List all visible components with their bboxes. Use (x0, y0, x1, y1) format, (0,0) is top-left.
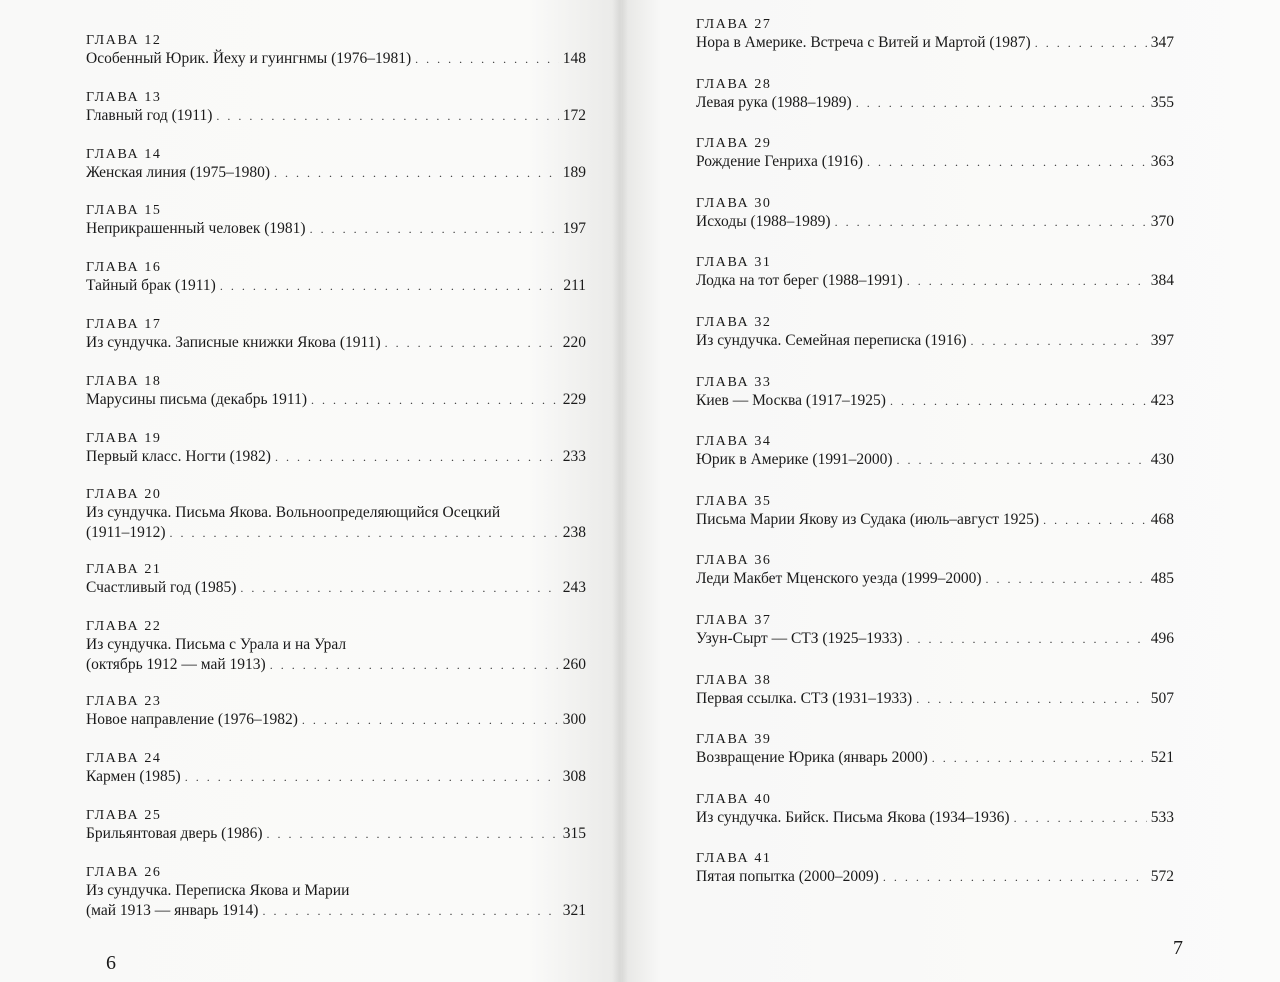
page-folio-left: 6 (106, 952, 116, 974)
page-number: 496 (1150, 629, 1174, 647)
page-number: 308 (562, 767, 586, 785)
chapter-title: Кармен (1985) (86, 767, 181, 785)
chapter-label: ГЛАВА 21 (86, 562, 162, 578)
chapter-title-continued: (май 1913 — январь 1914) (86, 901, 259, 919)
leader-dots (971, 331, 1147, 351)
page-number: 243 (562, 579, 586, 597)
chapter-title: Нора в Америке. Встреча с Витей и Мартой (1987) (696, 34, 1031, 51)
page-folio-right: 7 (1173, 937, 1183, 959)
chapter-title: Лодка на тот берег (1988–1991) (696, 272, 903, 290)
chapter-label: ГЛАВА 19 (86, 430, 162, 446)
leader-dots (311, 390, 559, 410)
leader-dots (267, 824, 559, 844)
chapter-title: Счастливый год (1985) (86, 579, 237, 597)
leader-dots (890, 391, 1147, 411)
page-number: 430 (1150, 451, 1174, 469)
chapter-title: Первый класс. Ногти (1982) (86, 447, 271, 465)
page-number: 347 (1150, 34, 1174, 51)
leader-dots (835, 212, 1147, 232)
leader-dots (310, 219, 559, 239)
chapter-label: ГЛАВА 30 (696, 195, 772, 211)
toc-entry (696, 612, 1174, 672)
chapter-label: ГЛАВА 14 (86, 146, 162, 162)
chapter-label: ГЛАВА 41 (696, 851, 772, 867)
toc-entry (696, 433, 1174, 493)
chapter-title: Возвращение Юрика (январь 2000) (696, 749, 928, 767)
chapter-label: ГЛАВА 23 (86, 694, 162, 710)
chapter-label: ГЛАВА 27 (696, 17, 772, 32)
leader-dots (275, 447, 559, 467)
chapter-label: ГЛАВА 13 (86, 89, 162, 105)
page-number: 197 (562, 220, 586, 238)
chapter-label: ГЛАВА 24 (86, 750, 162, 766)
leader-dots (883, 867, 1147, 887)
leader-dots (240, 578, 558, 598)
chapter-title-continued: (октябрь 1912 — май 1913) (86, 656, 266, 674)
leader-dots (856, 93, 1147, 113)
chapter-title: Пятая попытка (2000–2009) (696, 868, 879, 886)
page-number: 189 (562, 163, 586, 181)
toc-entry (86, 486, 586, 561)
leader-dots (185, 767, 559, 787)
leader-dots (986, 569, 1147, 589)
page-number: 321 (562, 901, 586, 919)
chapter-label: ГЛАВА 31 (696, 255, 772, 271)
chapter-label: ГЛАВА 29 (696, 136, 772, 152)
toc-entry (696, 16, 1174, 76)
leader-dots (220, 276, 560, 296)
page-number: 485 (1150, 570, 1174, 588)
chapter-label: ГЛАВА 16 (86, 260, 162, 276)
chapter-label: ГЛАВА 18 (86, 373, 162, 389)
chapter-title: Левая рука (1988–1989) (696, 93, 852, 111)
chapter-label: ГЛАВА 33 (696, 374, 772, 390)
toc-entry (696, 314, 1174, 374)
chapter-title: Из сундучка. Письма Якова. Вольноопределяющийся Осецкий (86, 504, 501, 522)
page-number: 229 (562, 390, 586, 408)
chapter-title: Из сундучка. Семейная переписка (1916) (696, 331, 967, 349)
page-number: 572 (1150, 868, 1174, 886)
toc-entry (86, 373, 586, 430)
page-number: 220 (562, 333, 586, 351)
toc-entry (86, 89, 586, 146)
page-number: 315 (562, 824, 586, 842)
page-number: 370 (1150, 212, 1174, 230)
leader-dots (932, 748, 1147, 768)
chapter-title: Из сундучка. Бийск. Письма Якова (1934–1936) (696, 808, 1010, 826)
leader-dots (896, 450, 1146, 470)
chapter-title: Первая ссылка. СТЗ (1931–1933) (696, 689, 913, 707)
chapter-title: Из сундучка. Переписка Якова и Марии (86, 881, 350, 899)
page-number: 363 (1150, 153, 1174, 171)
toc-entry (696, 195, 1174, 255)
chapter-label: ГЛАВА 38 (696, 672, 772, 688)
chapter-title: Леди Макбет Мценского уезда (1999–2000) (696, 570, 982, 588)
leader-dots (415, 49, 559, 69)
page-number: 384 (1150, 272, 1174, 290)
chapter-label: ГЛАВА 20 (86, 487, 162, 503)
chapter-title: Рождение Генриха (1916) (696, 153, 864, 171)
page-number: 355 (1150, 93, 1174, 111)
toc-entry (696, 850, 1174, 910)
table-of-contents-right (696, 16, 1174, 910)
toc-entry (86, 430, 586, 487)
page-number: 468 (1150, 510, 1174, 528)
chapter-title: Главный год (1911) (86, 106, 213, 124)
page-number: 397 (1150, 331, 1174, 349)
page-number: 238 (562, 524, 586, 542)
page-number: 300 (562, 711, 586, 729)
chapter-label: ГЛАВА 35 (696, 493, 772, 509)
toc-entry (696, 552, 1174, 612)
page-number: 423 (1150, 391, 1174, 409)
chapter-label: ГЛАВА 25 (86, 807, 162, 823)
toc-entry (696, 135, 1174, 195)
toc-entry (696, 76, 1174, 136)
chapter-label: ГЛАВА 26 (86, 864, 162, 880)
chapter-label: ГЛАВА 15 (86, 203, 162, 219)
chapter-label: ГЛАВА 37 (696, 612, 772, 628)
chapter-label: ГЛАВА 39 (696, 732, 772, 748)
toc-entry (86, 750, 586, 807)
toc-entry (86, 32, 586, 89)
toc-entry (86, 864, 586, 939)
chapter-label: ГЛАВА 40 (696, 791, 772, 807)
toc-entry (86, 202, 586, 259)
page-number: 148 (562, 50, 586, 67)
page-number: 533 (1150, 808, 1174, 826)
toc-entry (86, 259, 586, 316)
toc-entry (696, 731, 1174, 791)
leader-dots (170, 523, 559, 543)
chapter-label: ГЛАВА 22 (86, 619, 162, 635)
toc-entry (86, 146, 586, 203)
chapter-title: Узун-Сырт — СТЗ (1925–1933) (696, 629, 903, 647)
toc-entry (86, 693, 586, 750)
chapter-label: ГЛАВА 17 (86, 316, 162, 332)
chapter-title: Из сундучка. Записные книжки Якова (1911) (86, 333, 381, 351)
leader-dots (1014, 808, 1147, 828)
toc-entry (696, 254, 1174, 314)
leader-dots (274, 163, 559, 183)
page-number: 211 (563, 277, 586, 295)
page-number: 521 (1150, 749, 1174, 767)
leader-dots (1043, 510, 1147, 530)
chapter-title: Женская линия (1975–1980) (86, 163, 271, 181)
toc-entry (696, 672, 1174, 732)
toc-entry (696, 493, 1174, 553)
leader-dots (270, 655, 559, 675)
chapter-title: Неприкрашенный человек (1981) (86, 220, 306, 238)
chapter-title-continued: (1911–1912) (86, 524, 166, 542)
page-number: 507 (1150, 689, 1174, 707)
leader-dots (916, 689, 1147, 709)
page-number: 233 (562, 447, 586, 465)
chapter-label: ГЛАВА 12 (86, 33, 162, 48)
chapter-label: ГЛАВА 36 (696, 553, 772, 569)
leader-dots (867, 152, 1147, 172)
chapter-title: Тайный брак (1911) (86, 277, 216, 295)
toc-entry (696, 374, 1174, 434)
leader-dots (906, 629, 1146, 649)
page-number: 260 (562, 656, 586, 674)
leader-dots (262, 901, 558, 921)
toc-entry (86, 807, 586, 864)
toc-entry (86, 561, 586, 618)
toc-entry (696, 791, 1174, 851)
leader-dots (1035, 33, 1147, 53)
book-gutter (612, 0, 628, 982)
chapter-title: Из сундучка. Письма с Урала и на Урал (86, 636, 347, 654)
chapter-label: ГЛАВА 32 (696, 314, 772, 330)
chapter-title: Особенный Юрик. Йеху и гуингнмы (1976–1981) (86, 50, 412, 67)
table-of-contents-left (86, 32, 586, 939)
chapter-label: ГЛАВА 34 (696, 434, 772, 450)
toc-entry (86, 618, 586, 693)
page-number: 172 (562, 106, 586, 124)
chapter-title: Новое направление (1976–1982) (86, 711, 298, 729)
leader-dots (907, 271, 1147, 291)
chapter-label: ГЛАВА 28 (696, 76, 772, 92)
chapter-title: Письма Марии Якову из Судака (июль–август 1925) (696, 510, 1040, 528)
leader-dots (216, 106, 558, 126)
chapter-title: Брильянтовая дверь (1986) (86, 824, 263, 842)
toc-entry (86, 316, 586, 373)
leader-dots (302, 710, 559, 730)
chapter-title: Юрик в Америке (1991–2000) (696, 451, 893, 469)
leader-dots (385, 333, 559, 353)
chapter-title: Исходы (1988–1989) (696, 212, 831, 230)
chapter-title: Марусины письма (декабрь 1911) (86, 390, 307, 408)
chapter-title: Киев — Москва (1917–1925) (696, 391, 886, 409)
